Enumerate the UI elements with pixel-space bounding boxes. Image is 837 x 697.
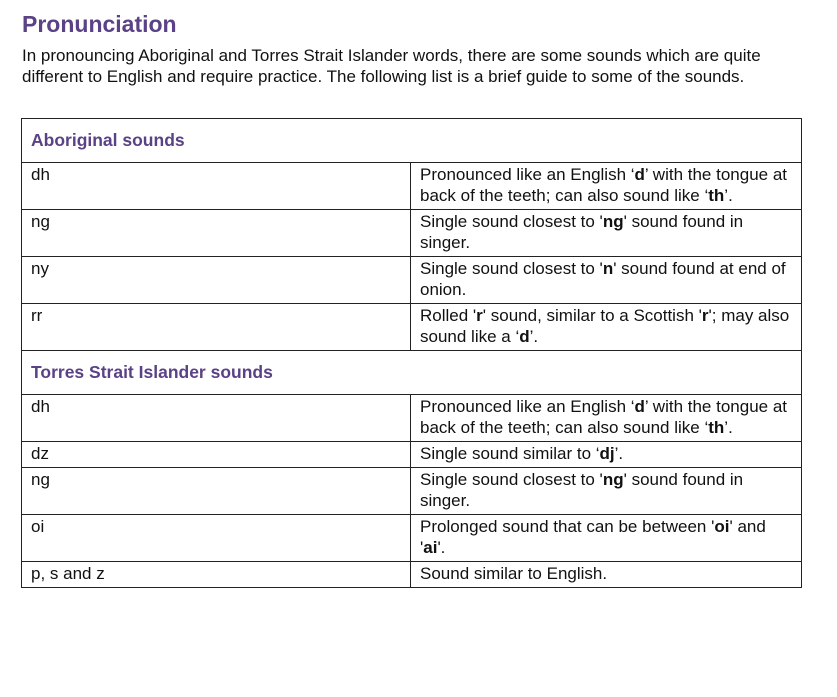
pronunciation-table-body xyxy=(22,119,802,588)
emphasized-sound: r xyxy=(701,306,709,325)
description-text: ’. xyxy=(724,186,733,205)
description-text: Prolonged sound that can be between ' xyxy=(420,517,715,536)
emphasized-sound: ai xyxy=(423,538,438,557)
description-cell xyxy=(411,163,802,210)
description-text: Single sound closest to ' xyxy=(420,470,603,489)
emphasized-sound: oi xyxy=(714,517,730,536)
section-header-row xyxy=(22,351,802,395)
table-row xyxy=(22,562,802,588)
section-heading: Torres Strait Islander sounds xyxy=(22,351,802,395)
section-heading: Aboriginal sounds xyxy=(22,119,802,163)
table-row xyxy=(22,395,802,442)
description-text: ' and ' xyxy=(420,517,766,557)
emphasized-sound: ng xyxy=(602,470,624,489)
table-row xyxy=(22,515,802,562)
description-cell xyxy=(411,210,802,257)
description-text: ' sound found in singer. xyxy=(420,212,744,252)
description-cell xyxy=(411,304,802,351)
description-text: ’ with the tongue at back of the teeth; can also sound like ‘ xyxy=(420,397,787,437)
table-row xyxy=(22,468,802,515)
description-cell xyxy=(411,442,802,468)
description-text: ’. xyxy=(529,327,539,346)
emphasized-sound: n xyxy=(602,259,614,278)
description-text: ’ with the tongue at back of the teeth; can also sound like ‘ xyxy=(420,165,787,205)
sound-cell: dh xyxy=(22,395,411,442)
sound-cell: dz xyxy=(22,442,411,468)
description-text: ’. xyxy=(724,418,733,437)
table-row xyxy=(22,442,802,468)
sound-cell: oi xyxy=(22,515,411,562)
sound-cell: rr xyxy=(22,304,411,351)
table-row xyxy=(22,210,802,257)
sound-cell: ng xyxy=(22,468,411,515)
description-text: ’. xyxy=(614,444,624,463)
description-text: '. xyxy=(437,538,446,557)
emphasized-sound: th xyxy=(708,418,725,437)
description-text: ' sound found at end of onion. xyxy=(420,259,786,299)
intro-paragraph: In pronouncing Aboriginal and Torres Strait Islander words, there are some sounds which are quite different to English and require practice. The following list is a brief guide to some of the sounds. xyxy=(22,46,761,86)
description-text: Rolled ' xyxy=(420,306,477,325)
sound-cell: dh xyxy=(22,163,411,210)
section-header-row xyxy=(22,119,802,163)
description-text: Sound similar to English. xyxy=(420,564,608,583)
description-cell xyxy=(411,395,802,442)
sound-cell: p, s and z xyxy=(22,562,411,588)
description-cell xyxy=(411,257,802,304)
description-cell xyxy=(411,515,802,562)
description-text: Single sound closest to ' xyxy=(420,259,603,278)
emphasized-sound: ng xyxy=(602,212,624,231)
emphasized-sound: dj xyxy=(599,444,615,463)
description-text: Pronounced like an English ‘ xyxy=(420,397,635,416)
emphasized-sound: d xyxy=(634,165,645,184)
description-text: ' sound found in singer. xyxy=(420,470,744,510)
description-cell xyxy=(411,562,802,588)
description-text: ' sound, similar to a Scottish ' xyxy=(482,306,702,325)
table-row xyxy=(22,304,802,351)
pronunciation-table xyxy=(21,118,802,588)
table-row xyxy=(22,163,802,210)
sound-cell: ny xyxy=(22,257,411,304)
emphasized-sound: th xyxy=(708,186,725,205)
page-title: Pronunciation xyxy=(22,11,177,37)
emphasized-sound: d xyxy=(519,327,530,346)
description-text: Pronounced like an English ‘ xyxy=(420,165,635,184)
description-text: Single sound closest to ' xyxy=(420,212,603,231)
description-text: Single sound similar to ‘ xyxy=(420,444,600,463)
emphasized-sound: r xyxy=(476,306,483,325)
description-cell xyxy=(411,468,802,515)
description-text: '; may also sound like a ‘ xyxy=(420,306,790,346)
emphasized-sound: d xyxy=(634,397,645,416)
sound-cell: ng xyxy=(22,210,411,257)
table-row xyxy=(22,257,802,304)
